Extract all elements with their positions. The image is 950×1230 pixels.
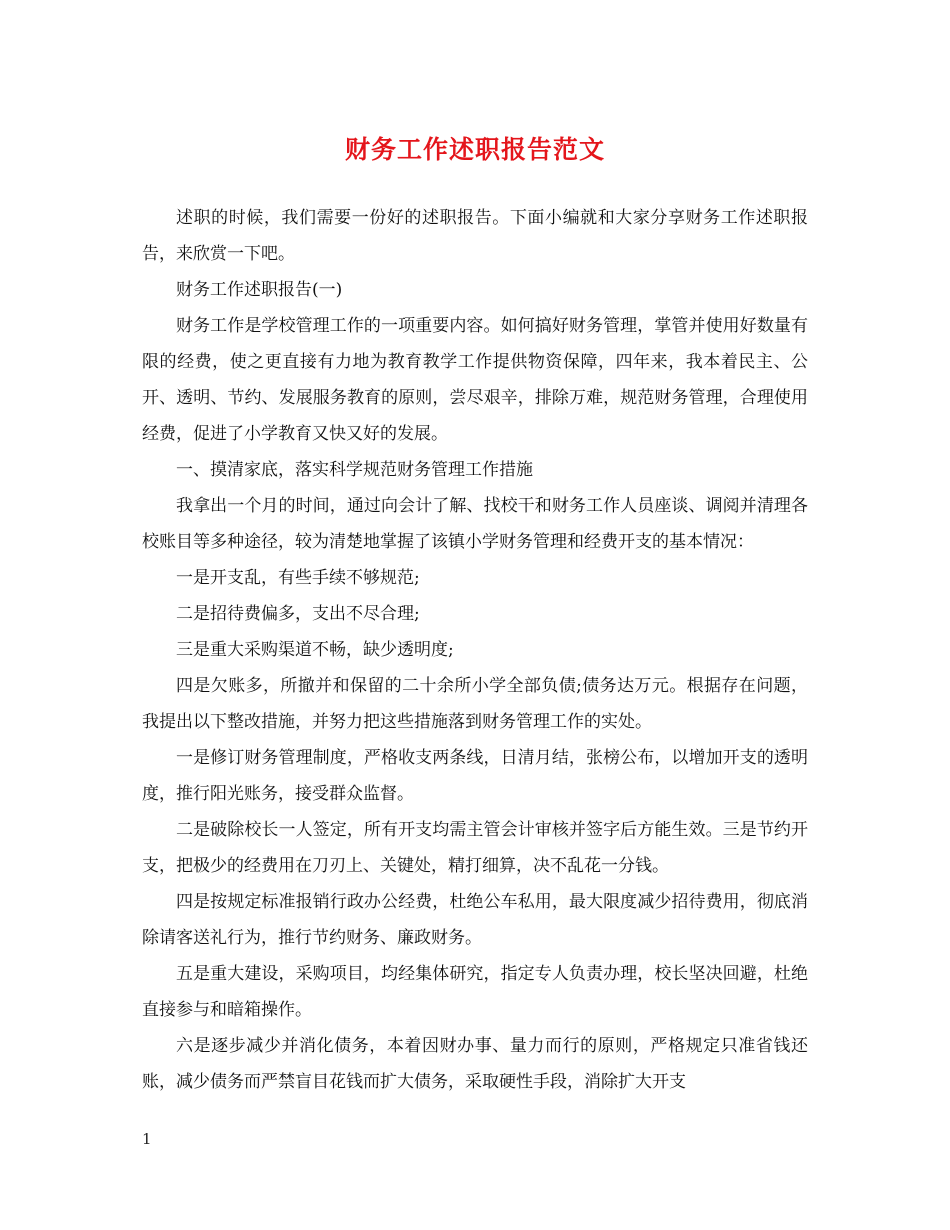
document-body — [142, 200, 808, 1100]
paragraph: 财务工作是学校管理工作的一项重要内容。如何搞好财务管理，掌管并使用好数量有限的经费，使之更直接有力地为教育教学工作提供物资保障，四年来，我本着民主、公开、透明、节约、发展服务教育的原则，尝尽艰辛，排除万难，规范财务管理，合理使用经费，促进了小学教育又快又好的发展。 — [142, 316, 808, 444]
page-number: 1 — [142, 1130, 152, 1148]
list-item: 一是开支乱，有些手续不够规范; — [176, 568, 420, 588]
document-title: 财务工作述职报告范文 — [344, 135, 605, 164]
list-item: 五是重大建设，采购项目，均经集体研究，指定专人负责办理，校长坚决回避，杜绝直接参与和暗箱操作。 — [142, 964, 808, 1020]
section-heading: 财务工作述职报告(一) — [176, 280, 343, 300]
paragraph: 我拿出一个月的时间，通过向会计了解、找校干和财务工作人员座谈、调阅并清理各校账目等多种途径，较为清楚地掌握了该镇小学财务管理和经费开支的基本情况： — [142, 496, 808, 552]
list-item: 二是招待费偏多，支出不尽合理; — [176, 604, 420, 624]
section-heading: 一、摸清家底，落实科学规范财务管理工作措施 — [176, 460, 533, 480]
list-item: 三是重大采购渠道不畅，缺少透明度; — [176, 640, 454, 660]
list-item: 四是按规定标准报销行政办公经费，杜绝公车私用，最大限度减少招待费用，彻底消除请客送礼行为，推行节约财务、廉政财务。 — [142, 892, 808, 948]
paragraph: 述职的时候，我们需要一份好的述职报告。下面小编就和大家分享财务工作述职报告，来欣赏一下吧。 — [142, 208, 808, 264]
list-item: 四是欠账多，所撤并和保留的二十余所小学全部负债;债务达万元。根据存在问题，我提出以下整改措施，并努力把这些措施落到财务管理工作的实处。 — [142, 676, 808, 732]
list-item: 一是修订财务管理制度，严格收支两条线，日清月结，张榜公布，以增加开支的透明度，推行阳光账务，接受群众监督。 — [142, 748, 808, 804]
list-item: 六是逐步减少并消化债务，本着因财办事、量力而行的原则，严格规定只准省钱还账，减少债务而严禁盲目花钱而扩大债务，采取硬性手段，消除扩大开支 — [142, 1036, 808, 1092]
list-item: 二是破除校长一人签定，所有开支均需主管会计审核并签字后方能生效。三是节约开支，把极少的经费用在刀刃上、关键处，精打细算，决不乱花一分钱。 — [142, 820, 808, 876]
